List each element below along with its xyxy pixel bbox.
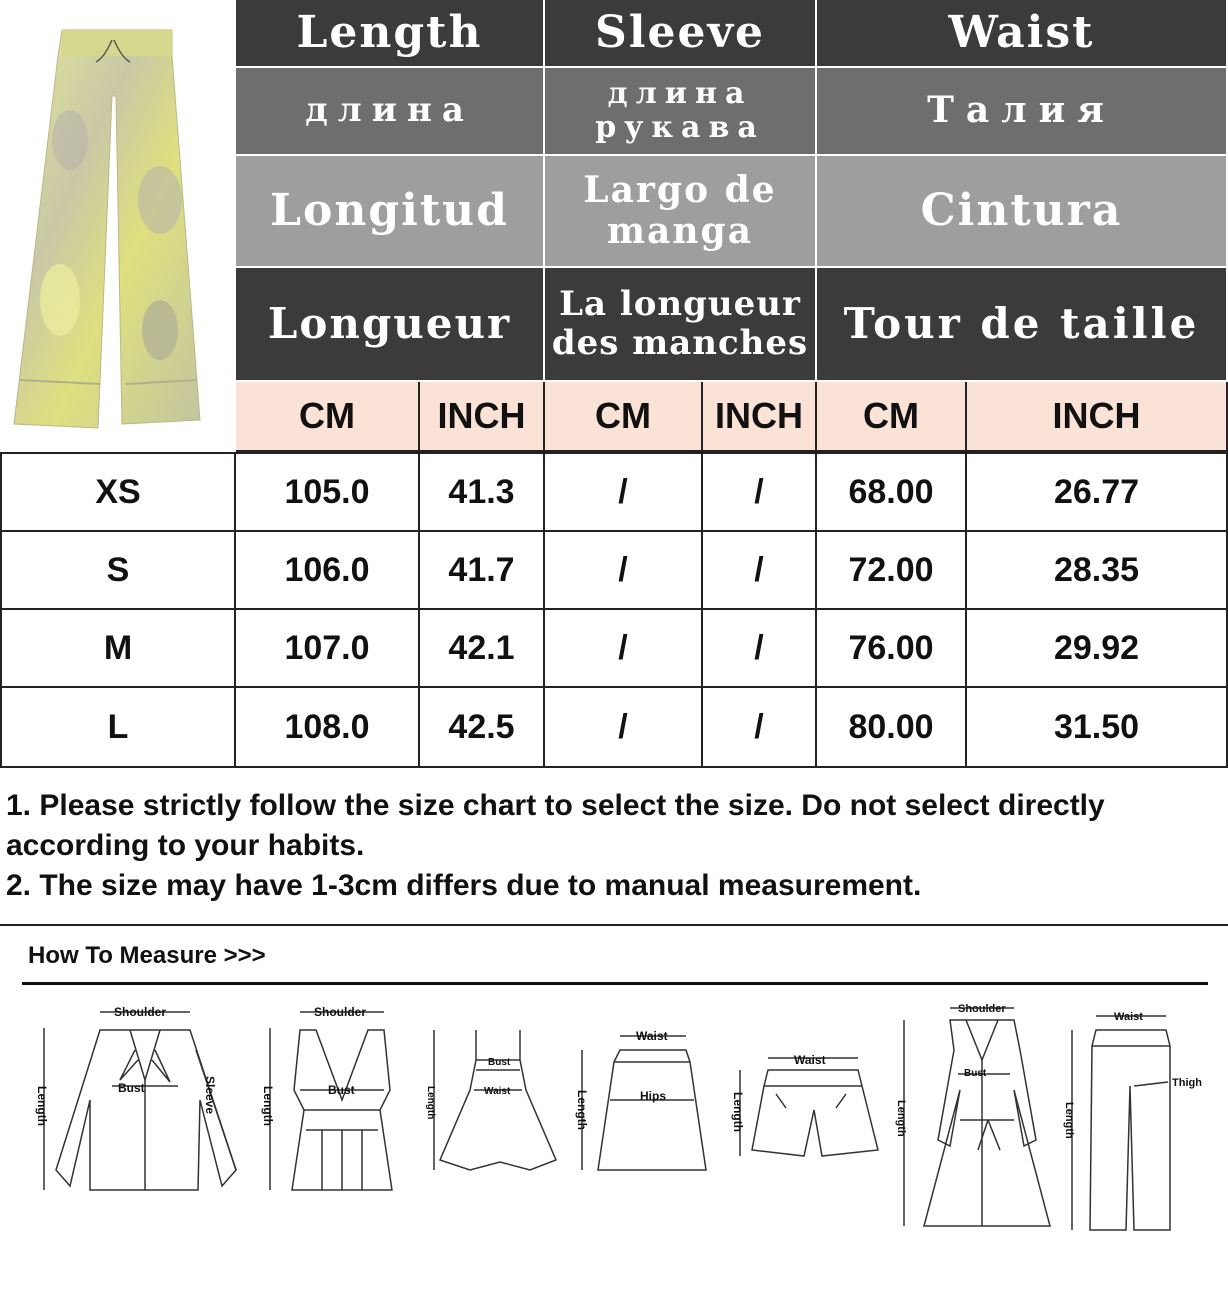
table-cell: / [703, 688, 817, 768]
table-cell: 26.77 [967, 452, 1228, 532]
size-xs: XS [0, 452, 236, 532]
table-cell: 31.50 [967, 688, 1228, 768]
label-bust: Bust [488, 1057, 511, 1068]
label-length: Length [575, 1090, 589, 1130]
how-to-measure-rule [22, 982, 1208, 985]
label-shoulder: Shoulder [958, 1003, 1006, 1015]
table-cell: 42.1 [420, 610, 545, 688]
header-sleeve: Sleeve [545, 0, 817, 68]
table-cell: 76.00 [817, 610, 967, 688]
table-cell: / [545, 532, 703, 610]
header-sleeve-fr: La longueur des manches [545, 268, 817, 382]
label-bust: Bust [328, 1083, 355, 1097]
header-length-es: Longitud [236, 156, 545, 268]
unit-sleeve-inch: INCH [703, 382, 817, 452]
unit-sleeve-cm: CM [545, 382, 703, 452]
label-length: Length [425, 1086, 436, 1120]
header-length-ru: длина [236, 68, 545, 156]
unit-waist-cm: CM [817, 382, 967, 452]
header-waist-ru: Талия [817, 68, 1228, 156]
skirt-diagram [582, 1036, 706, 1170]
label-shoulder: Shoulder [114, 1005, 167, 1019]
unit-length-cm: CM [236, 382, 420, 452]
table-cell: / [703, 452, 817, 532]
header-length-fr: Longueur [236, 268, 545, 382]
dress-diagram [434, 1030, 556, 1170]
header-sleeve-ru: длина рукава [545, 68, 817, 156]
label-waist: Waist [1114, 1011, 1143, 1023]
label-length: Length [731, 1092, 745, 1132]
label-waist: Waist [636, 1029, 668, 1043]
table-cell: 41.3 [420, 452, 545, 532]
table-cell: 68.00 [817, 452, 967, 532]
table-cell: 105.0 [236, 452, 420, 532]
divider [0, 924, 1228, 926]
notes [6, 786, 1221, 906]
label-length: Length [1063, 1102, 1075, 1139]
table-cell: 107.0 [236, 610, 420, 688]
table-cell: / [545, 610, 703, 688]
label-waist: Waist [794, 1053, 826, 1067]
product-image [0, 0, 236, 452]
size-l: L [0, 688, 236, 768]
note-1: 1. Please strictly follow the size chart to select the size. Do not select directly according to your habits. [6, 789, 1105, 862]
shorts-diagram [740, 1058, 878, 1156]
table-cell: / [703, 610, 817, 688]
size-m: M [0, 610, 236, 688]
table-cell: 42.5 [420, 688, 545, 768]
pants-diagram [1072, 1016, 1170, 1230]
label-thigh: Thigh [1172, 1077, 1202, 1089]
table-cell: 108.0 [236, 688, 420, 768]
label-length: Length [35, 1086, 49, 1126]
label-length: Length [261, 1086, 275, 1126]
size-s: S [0, 532, 236, 610]
table-cell: 72.00 [817, 532, 967, 610]
table-cell: 80.00 [817, 688, 967, 768]
header-waist-es: Cintura [817, 156, 1228, 268]
unit-waist-inch: INCH [967, 382, 1228, 452]
header-waist: Waist [817, 0, 1228, 68]
label-bust: Bust [118, 1081, 145, 1095]
tank-diagram [270, 1012, 392, 1190]
header-length: Length [236, 0, 545, 68]
header-sleeve-es: Largo de manga [545, 156, 817, 268]
label-shoulder: Shoulder [314, 1005, 367, 1019]
table-cell: / [545, 688, 703, 768]
label-sleeve: Sleeve [203, 1076, 217, 1115]
label-length: Length [895, 1100, 907, 1137]
label-hips: Hips [640, 1089, 667, 1103]
table-cell: 29.92 [967, 610, 1228, 688]
table-cell: 106.0 [236, 532, 420, 610]
table-cell: / [545, 452, 703, 532]
unit-length-inch: INCH [420, 382, 545, 452]
table-cell: / [703, 532, 817, 610]
label-waist: Waist [484, 1086, 511, 1097]
note-2: 2. The size may have 1-3cm differs due to manual measurement. [6, 869, 922, 902]
table-cell: 28.35 [967, 532, 1228, 610]
how-to-measure-title: How To Measure >>> [28, 942, 266, 969]
table-cell: 41.7 [420, 532, 545, 610]
header-waist-fr: Tour de taille [817, 268, 1228, 382]
label-bust: Bust [964, 1068, 987, 1079]
measure-diagrams [0, 990, 1228, 1260]
coat-diagram [904, 1008, 1050, 1226]
